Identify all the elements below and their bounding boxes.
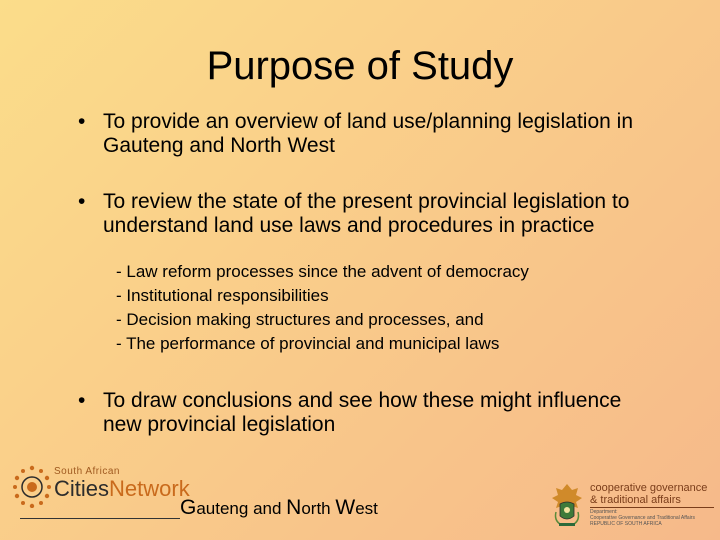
footer-region-text: Gauteng and North West bbox=[180, 496, 378, 519]
bullet-item-1 bbox=[78, 110, 638, 158]
bullet-text: To review the state of the present provincial legislation to understand land use laws and procedures in practice bbox=[103, 190, 630, 237]
logo-top-text: South African bbox=[54, 466, 120, 477]
bullet-item-3 bbox=[78, 389, 638, 437]
bullet-text: To draw conclusions and see how these might influence new provincial legislation bbox=[103, 389, 622, 436]
sub-item: - Institutional responsibilities bbox=[116, 286, 329, 305]
logo-line-2: & traditional affairs bbox=[590, 494, 681, 506]
bullet-text: To provide an overview of land use/planning legislation in Gauteng and North West bbox=[103, 110, 634, 157]
logo-line-4: Cooperative Governance and Traditional Affairs bbox=[590, 515, 695, 521]
logo-rule bbox=[590, 507, 714, 508]
slide-title: Purpose of Study bbox=[206, 44, 514, 88]
footer-divider bbox=[20, 518, 180, 519]
cogta-logo bbox=[548, 480, 718, 530]
logo-name bbox=[54, 476, 190, 502]
logo-network: Network bbox=[109, 476, 190, 501]
sub-item: - The performance of provincial and municipal laws bbox=[116, 334, 500, 353]
bullet-marker: • bbox=[78, 110, 86, 133]
bullet-marker: • bbox=[78, 389, 86, 412]
south-african-cities-network-logo bbox=[12, 462, 202, 512]
cities-network-sun-icon bbox=[12, 464, 52, 508]
bullet-marker: • bbox=[78, 190, 86, 213]
sub-item: - Law reform processes since the advent of democracy bbox=[116, 262, 529, 281]
sub-item: - Decision making structures and processes, and bbox=[116, 310, 484, 329]
logo-line-5: REPUBLIC OF SOUTH AFRICA bbox=[590, 521, 662, 527]
logo-line-1: cooperative governance bbox=[590, 482, 708, 494]
coat-of-arms-icon bbox=[550, 482, 584, 528]
logo-cities: Cities bbox=[54, 476, 110, 501]
logo-line-3: Department: bbox=[590, 509, 618, 515]
bullet-item-2 bbox=[78, 190, 638, 238]
